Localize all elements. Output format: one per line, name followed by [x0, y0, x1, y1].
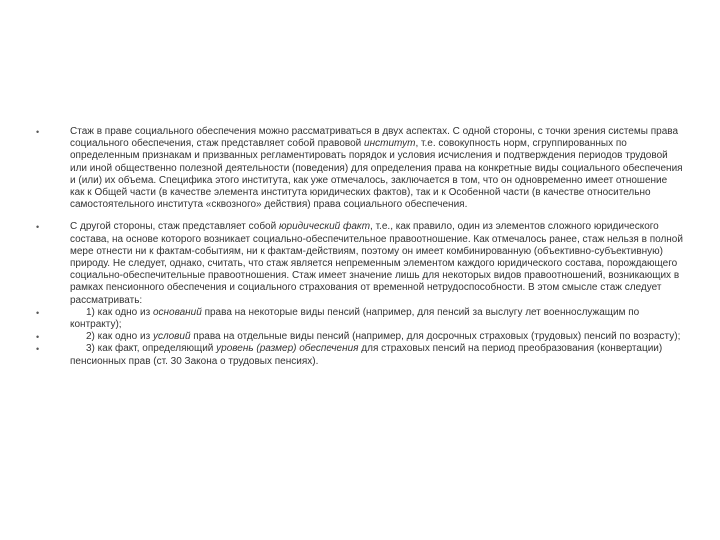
bullet-icon: • — [36, 222, 40, 233]
bullet-icon: • — [36, 307, 40, 318]
bullet-item-4 — [36, 331, 684, 343]
text-segment: , т.е. совокупность норм, сгруппированных по определенным признакам и призванных регламентировать порядок и условия исчисления и подтверждения периодов трудовой или иной общественно полезной деятельности (поведения) для определения права на конкретные виды социального обеспечения и (или) их объема. Специфика этого института, как уже отмечалось, заключается в том, что он одновременно имеет отношение как к Общей части (в качестве элемента института юридических фактов), так и к Особенной части (в качестве относительно самостоятельного института «сквозного» действия) права социального обеспечения. — [70, 138, 683, 211]
bullet-icon: • — [36, 344, 40, 355]
bullet-icon: • — [36, 332, 40, 343]
bullet-list — [36, 126, 684, 368]
emphasis-text: уровень (размер) обеспечения — [216, 343, 359, 355]
text-segment: 1) как одно из — [86, 306, 153, 318]
emphasis-text: юридический факт — [278, 221, 371, 233]
bullet-item-5 — [36, 343, 684, 367]
bullet-text — [70, 343, 662, 366]
bullet-item-3 — [36, 307, 684, 331]
text-segment: 3) как факт, определяющий — [86, 343, 217, 355]
bullet-text — [70, 221, 683, 305]
emphasis-text: условий — [152, 331, 191, 343]
emphasis-text: институт — [364, 138, 416, 150]
bullet-text — [70, 307, 639, 330]
text-segment: С другой стороны, стаж представляет собой — [70, 221, 279, 233]
emphasis-text: оснований — [152, 306, 202, 318]
text-segment: права на отдельные виды пенсий (например, для досрочных страховых (трудовых) пенсий по возрасту); — [190, 331, 681, 343]
bullet-item-1 — [36, 126, 684, 211]
bullet-item-2 — [36, 221, 684, 306]
text-segment: 2) как одно из — [86, 331, 153, 343]
bullet-icon: • — [36, 127, 40, 137]
bullet-text — [70, 126, 683, 210]
text-segment: Стаж в праве социального обеспечения можно рассматриваться в двух аспектах. С одной стороны, с точки зрения системы права социального обеспечения, стаж представляет собой правовой — [70, 126, 679, 150]
text-segment: права на некоторые виды пенсий (например, для пенсий за выслугу лет военнослужащим по контракту); — [70, 306, 640, 331]
text-segment: , т.е., как правило, один из элементов сложного юридического состава, на основе которого возникает социально-обеспечительное правоотношение. Как отмечалось ранее, стаж нельзя в полной мере отнести ни к фактам-событиям, ни к фактам-действиям, поэтому он имеет комбинированную (объективно-субъективную) природу. Не следует, однако, считать, что стаж является непременным элементом каждого юридического состава, порождающего социально-обеспечительные правоотношения. Стаж имеет значение лишь для некоторых видов правоотношений, возникающих в рамках пенсионного обеспечения и социального страхования от временной нетрудоспособности. В этом смысле стаж следует рассматривать: — [70, 221, 683, 306]
text-segment: для страховых пенсий на период преобразования (конвертации) пенсионных прав (ст. 30 Закона о трудовых пенсиях). — [70, 343, 663, 367]
bullet-text — [70, 331, 680, 342]
